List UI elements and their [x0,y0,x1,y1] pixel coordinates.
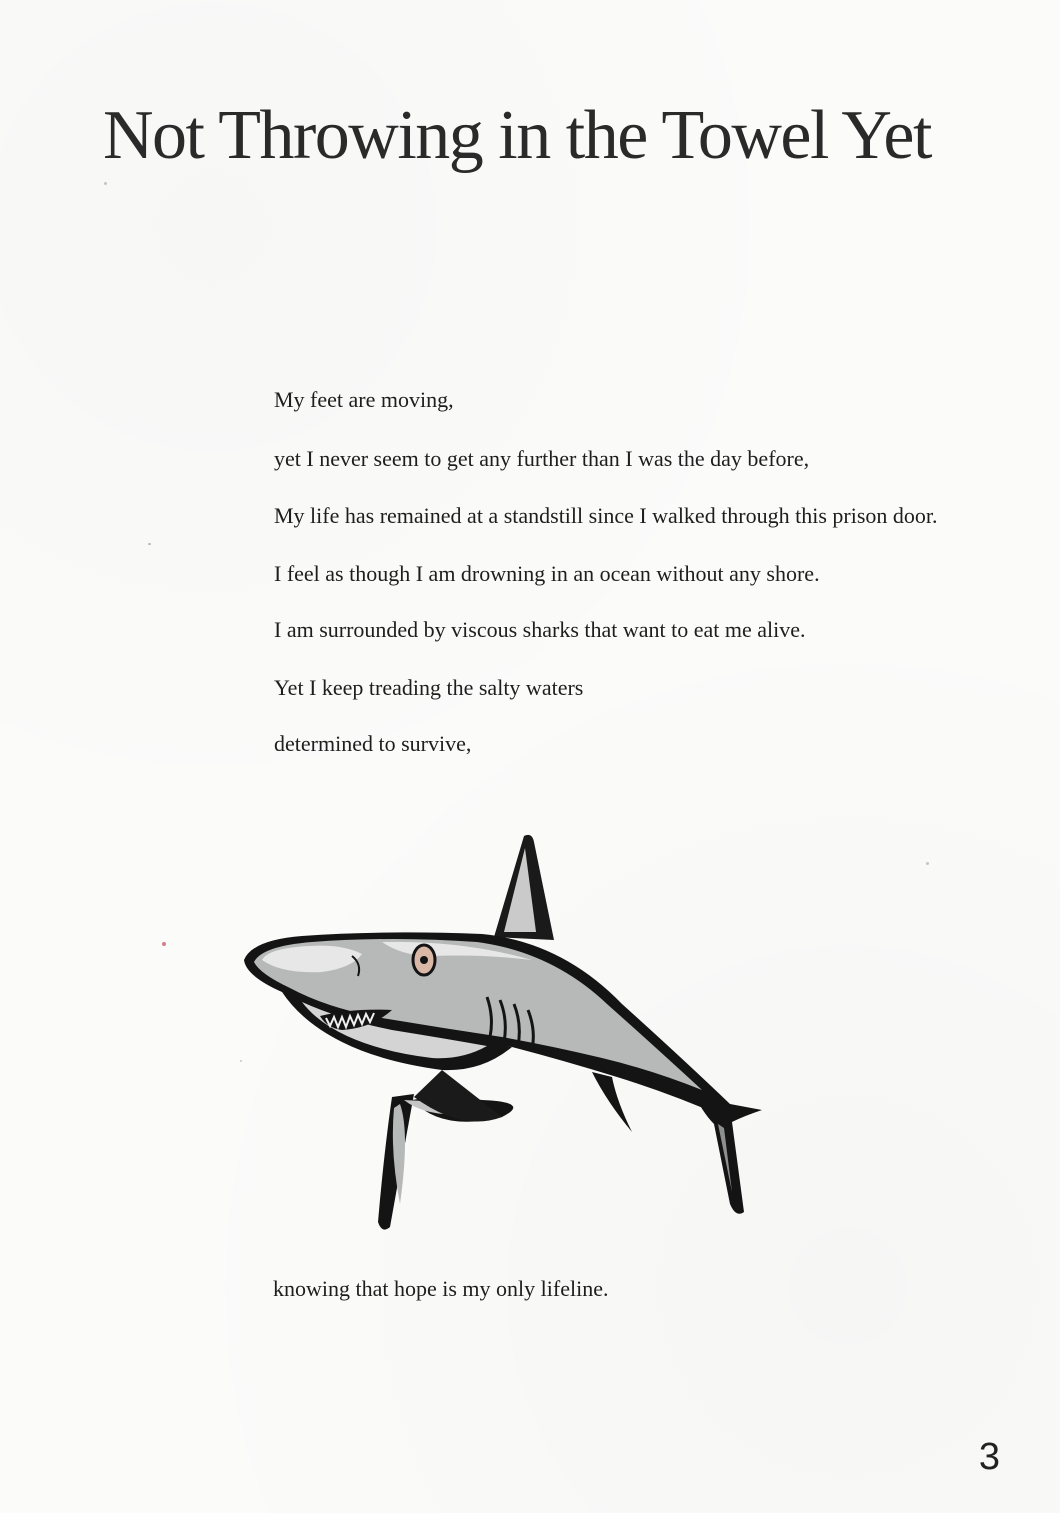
scan-speck [926,862,929,865]
poem-closing-line: knowing that hope is my only lifeline. [273,1276,609,1301]
page-number: 3 [978,1436,1000,1478]
shark-icon [232,832,762,1232]
poem-line: determined to survive, [274,731,472,756]
scan-speck [148,543,151,545]
poem-line: My life has remained at a standstill since I walked through this prison door. [274,503,938,528]
poem-title: Not Throwing in the Towel Yet [103,97,931,174]
scan-speck [162,942,166,946]
shark-tail [692,1090,762,1214]
poem-line: Yet I keep treading the salty waters [274,675,584,700]
poem-line: I am surrounded by viscous sharks that want to eat me alive. [274,617,806,642]
poem-line: yet I never seem to get any further than I was the day before, [274,446,810,471]
poem-line: My feet are moving, [274,387,454,412]
poem-line: I feel as though I am drowning in an ocean without any shore. [274,561,820,586]
scan-speck [240,1060,242,1062]
scan-speck [104,182,107,185]
